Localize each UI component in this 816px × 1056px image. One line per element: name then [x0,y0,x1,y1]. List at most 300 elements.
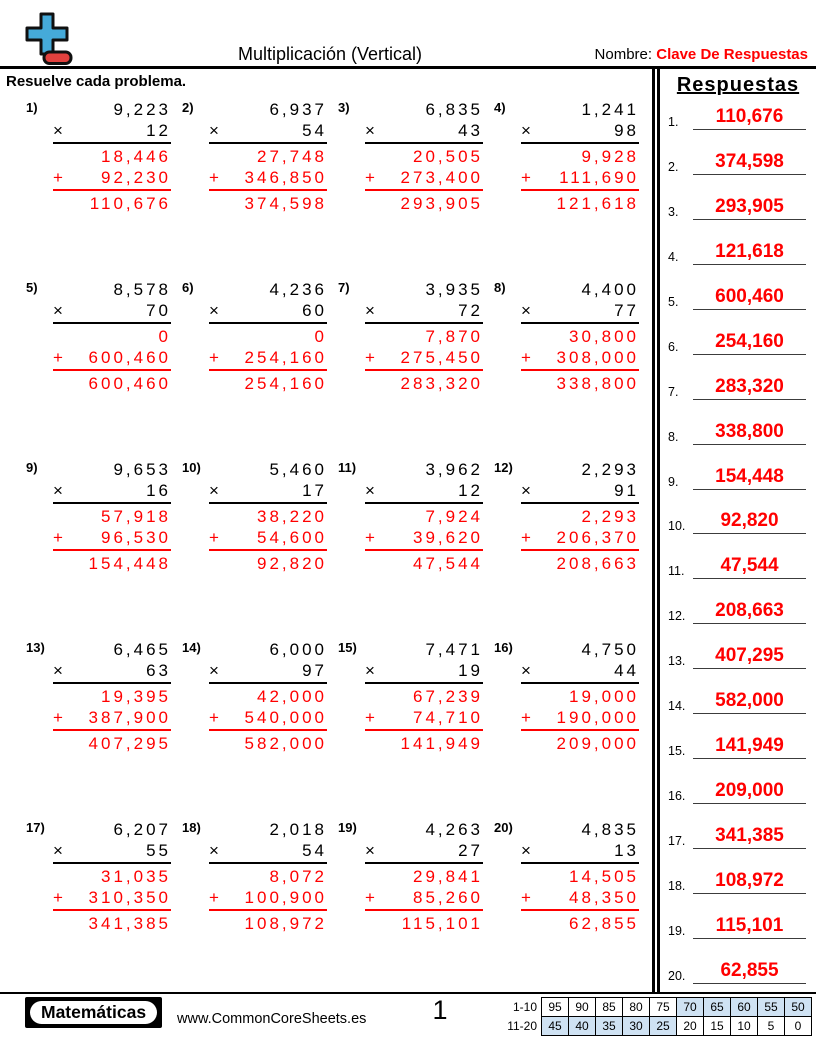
answer-number: 16. [668,789,686,804]
problem-work [521,819,639,934]
answer-number: 8. [668,429,679,444]
answer-row [668,781,806,804]
answer-value: 254,160 [693,332,806,355]
partial-product-1: 19,395 [101,687,171,706]
answer-number: 4. [668,249,679,264]
answer-value: 374,598 [693,152,806,175]
problem-answer: 254,160 [244,374,327,393]
problem-answer: 582,000 [244,734,327,753]
partial-product-2-row [365,887,483,911]
answers-title: Respuestas [676,74,800,96]
partial-product-1: 19,000 [569,687,639,706]
partial-product-2-row [365,167,483,191]
partial-product-1: 67,239 [413,687,483,706]
worksheet-title: Multiplicación (Vertical) [237,44,423,64]
partial-product-1: 31,035 [101,867,171,886]
answer-row [668,287,806,310]
times-icon: × [53,481,63,500]
grading-score-cell: 40 [569,1017,596,1036]
partial-product-1: 7,924 [425,507,483,526]
problem-work [53,819,171,934]
problem [338,279,494,399]
problem-answer: 338,800 [556,374,639,393]
multiplier-row [521,840,639,864]
problem [26,819,182,939]
partial-product-1: 30,800 [569,327,639,346]
multiplicand: 3,935 [425,280,483,299]
grading-score-cell: 15 [704,1017,731,1036]
multiplier-row [209,300,327,324]
multiplicand: 6,937 [269,100,327,119]
partial-product-2-row [53,167,171,191]
plus-icon: + [365,528,375,547]
problem-number: 2) [182,100,194,115]
problem [494,459,650,579]
answer-number: 15. [668,744,686,759]
answer-row [668,556,806,579]
multiplier: 19 [458,661,483,680]
multiplicand: 8,578 [113,280,171,299]
grading-table-row [506,998,811,1017]
problem-number: 6) [182,280,194,295]
multiplier-row [521,300,639,324]
partial-product-2-row [209,347,327,371]
problem-answer: 154,448 [88,554,171,573]
partial-product-2: 346,850 [244,168,327,187]
grading-score-cell: 20 [677,1017,704,1036]
problem-work [209,639,327,754]
multiplier-row [365,480,483,504]
grading-score-cell: 90 [569,998,596,1017]
partial-product-2: 254,160 [244,348,327,367]
partial-product-2: 387,900 [88,708,171,727]
plus-icon: + [521,888,531,907]
partial-product-2: 206,370 [556,528,639,547]
times-icon: × [365,841,375,860]
problem [182,459,338,579]
brand-logo [25,997,162,1028]
grading-table-row [506,1017,811,1036]
problem-answer: 47,544 [413,554,483,573]
partial-product-1: 0 [158,327,171,346]
multiplicand: 4,750 [581,640,639,659]
partial-product-2: 54,600 [257,528,327,547]
times-icon: × [365,301,375,320]
multiplicand: 6,000 [269,640,327,659]
answer-value: 293,905 [693,197,806,220]
grading-score-cell: 5 [758,1017,785,1036]
footer [0,994,816,1056]
multiplier-row [521,120,639,144]
plus-icon: + [53,348,63,367]
problem-answer: 341,385 [88,914,171,933]
partial-product-2: 275,450 [400,348,483,367]
partial-product-1: 2,293 [581,507,639,526]
problem-work [521,279,639,394]
multiplier-row [53,300,171,324]
multiplicand: 7,471 [425,640,483,659]
problem-work [209,279,327,394]
problem-number: 11) [338,460,357,475]
multiplier: 60 [302,301,327,320]
answer-number: 13. [668,654,686,669]
answer-value: 407,295 [693,646,806,669]
multiplicand: 6,465 [113,640,171,659]
answer-value: 141,949 [693,736,806,759]
plus-icon: + [521,528,531,547]
multiplier-row [365,300,483,324]
multiplicand: 4,400 [581,280,639,299]
problems-area [0,69,652,992]
multiplier-row [365,840,483,864]
answer-row [668,422,806,445]
multiplicand: 3,962 [425,460,483,479]
problem-number: 4) [494,100,506,115]
plus-icon: + [521,348,531,367]
grading-score-cell: 80 [623,998,650,1017]
partial-product-2-row [209,887,327,911]
problem-work [53,99,171,214]
partial-product-2: 111,690 [559,168,639,187]
times-icon: × [209,661,219,680]
problem [338,99,494,219]
problem-work [53,639,171,754]
multiplier: 72 [458,301,483,320]
answers-list [668,107,806,984]
plus-icon: + [521,168,531,187]
problem-answer: 141,949 [400,734,483,753]
answer-value: 208,663 [693,601,806,624]
problem-number: 13) [26,640,45,655]
problem-number: 3) [338,100,350,115]
partial-product-2: 74,710 [413,708,483,727]
answer-number: 3. [668,204,679,219]
instruction-text: Resuelve cada problema. [6,73,187,90]
answer-value: 582,000 [693,691,806,714]
multiplier: 54 [302,841,327,860]
answer-value: 62,855 [693,961,806,984]
multiplicand: 9,653 [113,460,171,479]
answer-row [668,916,806,939]
grading-score-cell: 35 [596,1017,623,1036]
answer-row [668,242,806,265]
multiplier: 16 [146,481,171,500]
partial-product-2-row [365,707,483,731]
partial-product-1: 42,000 [257,687,327,706]
answer-value: 341,385 [693,826,806,849]
problem [26,279,182,399]
multiplicand: 6,207 [113,820,171,839]
plus-icon: + [209,528,219,547]
multiplier-row [521,480,639,504]
multiplier-row [209,840,327,864]
problem-number: 8) [494,280,506,295]
problem-answer: 600,460 [88,374,171,393]
multiplier-row [521,660,639,684]
name-value: Clave De Respuestas [656,46,808,63]
problem [182,99,338,219]
partial-product-1: 0 [314,327,327,346]
partial-product-2-row [521,887,639,911]
plus-icon: + [209,348,219,367]
times-icon: × [521,481,531,500]
multiplier: 27 [458,841,483,860]
problem-work [365,99,483,214]
partial-product-2-row [53,347,171,371]
problem-answer: 208,663 [556,554,639,573]
multiplicand: 4,835 [581,820,639,839]
multiplier: 97 [302,661,327,680]
answer-row [668,961,806,984]
partial-product-2-row [53,887,171,911]
answer-row [668,377,806,400]
grading-score-cell: 10 [731,1017,758,1036]
problem [338,639,494,759]
problem-work [521,99,639,214]
grading-range-label: 1-10 [512,999,537,1014]
problem-answer: 92,820 [257,554,327,573]
name-label: Nombre: [594,46,653,63]
multiplier: 12 [458,481,483,500]
problem [494,819,650,939]
answer-number: 5. [668,294,679,309]
partial-product-2-row [521,527,639,551]
partial-product-2: 190,000 [556,708,639,727]
answer-value: 110,676 [693,107,806,130]
multiplier: 63 [146,661,171,680]
answer-row [668,467,806,490]
grading-range-label: 11-20 [507,1018,537,1033]
partial-product-2: 540,000 [244,708,327,727]
plus-icon: + [365,888,375,907]
times-icon: × [53,301,63,320]
partial-product-1: 38,220 [257,507,327,526]
partial-product-2-row [365,527,483,551]
multiplicand: 2,018 [269,820,327,839]
problem-work [521,639,639,754]
plus-icon: + [521,708,531,727]
partial-product-2: 48,350 [569,888,639,907]
problem [26,459,182,579]
answer-row [668,601,806,624]
multiplier-row [53,660,171,684]
multiplier: 43 [458,121,483,140]
problem-answer: 283,320 [400,374,483,393]
multiplier-row [53,480,171,504]
answers-sidebar [652,69,816,992]
answer-number: 19. [668,923,686,938]
multiplier: 98 [614,121,639,140]
problem-work [365,279,483,394]
grading-score-cell: 85 [596,998,623,1017]
partial-product-2-row [209,707,327,731]
multiplicand: 1,241 [581,100,639,119]
answer-row [668,646,806,669]
multiplicand: 4,236 [269,280,327,299]
times-icon: × [521,661,531,680]
answer-row [668,107,806,130]
grading-score-cell: 30 [623,1017,650,1036]
answer-number: 7. [668,384,679,399]
answer-value: 115,101 [693,916,806,939]
partial-product-1: 14,505 [569,867,639,886]
problem-work [365,819,483,934]
problem-number: 15) [338,640,357,655]
problem-number: 19) [338,820,357,835]
answer-row [668,736,806,759]
times-icon: × [521,121,531,140]
problem [494,99,650,219]
problem-number: 1) [26,100,38,115]
problem [182,819,338,939]
grading-table [506,997,812,1036]
partial-product-2: 39,620 [413,528,483,547]
partial-product-2: 85,260 [413,888,483,907]
answer-value: 338,800 [693,422,806,445]
grading-score-cell: 65 [704,998,731,1017]
multiplier: 77 [614,301,639,320]
answer-number: 14. [668,699,686,714]
partial-product-2: 308,000 [556,348,639,367]
plus-icon: + [365,168,375,187]
problem-number: 16) [494,640,513,655]
plus-icon: + [53,888,63,907]
answer-number: 18. [668,878,686,893]
multiplier: 13 [614,841,639,860]
answer-value: 108,972 [693,871,806,894]
answer-number: 17. [668,834,686,848]
answer-value: 121,618 [693,242,806,265]
problem-answer: 407,295 [88,734,171,753]
times-icon: × [365,121,375,140]
answer-number: 12. [668,609,686,624]
multiplicand: 6,835 [425,100,483,119]
answer-row [668,511,806,534]
problem [338,819,494,939]
answer-row [668,152,806,175]
multiplicand: 5,460 [269,460,327,479]
multiplier: 12 [146,121,171,140]
problem-work [209,459,327,574]
problem-answer: 374,598 [244,194,327,213]
times-icon: × [209,841,219,860]
problem [338,459,494,579]
partial-product-1: 8,072 [269,867,327,886]
partial-product-1: 20,505 [413,147,483,166]
partial-product-2-row [521,167,639,191]
times-icon: × [209,121,219,140]
partial-product-2: 600,460 [88,348,171,367]
answer-row [668,826,806,849]
problem [26,99,182,219]
partial-product-2: 310,350 [88,888,171,907]
problem-answer: 108,972 [244,914,327,933]
problem [26,639,182,759]
partial-product-2-row [53,707,171,731]
partial-product-2-row [209,527,327,551]
plus-icon: + [53,708,63,727]
problem-work [365,459,483,574]
problem-work [53,459,171,574]
grading-score-cell: 45 [542,1017,569,1036]
grading-score-cell: 25 [650,1017,677,1036]
answer-number: 2. [668,159,679,174]
answer-number: 9. [668,474,679,489]
plus-icon: + [53,168,63,187]
answer-value: 47,544 [693,556,806,579]
problem-number: 9) [26,460,38,475]
problem-work [209,819,327,934]
multiplier-row [209,660,327,684]
answer-value: 600,460 [693,287,806,310]
partial-product-1: 7,870 [425,327,483,346]
partial-product-2: 92,230 [101,168,171,187]
problem-answer: 110,676 [89,194,171,213]
grading-score-cell: 0 [785,1017,812,1036]
times-icon: × [53,661,63,680]
plus-icon: + [53,528,63,547]
problem-answer: 293,905 [400,194,483,213]
problem-number: 17) [26,820,45,835]
multiplier-row [365,660,483,684]
page-number: 1 [432,995,448,1025]
answer-row [668,871,806,894]
partial-product-2-row [209,167,327,191]
problem-number: 14) [182,640,201,655]
problem-number: 5) [26,280,38,295]
answer-value: 154,448 [693,467,806,490]
partial-product-2-row [521,707,639,731]
times-icon: × [521,841,531,860]
partial-product-2: 96,530 [101,528,171,547]
multiplier: 70 [146,301,171,320]
partial-product-2-row [521,347,639,371]
answer-number: 6. [668,339,679,354]
problem-number: 20) [494,820,513,835]
answer-number: 20. [668,968,686,983]
partial-product-2: 273,400 [400,168,483,187]
answer-number: 1. [668,115,679,129]
name-block [595,46,808,63]
grading-score-cell: 55 [758,998,785,1017]
multiplier-row [53,120,171,144]
multiplicand: 9,223 [113,100,171,119]
times-icon: × [53,841,63,860]
problem [494,639,650,759]
grading-score-cell: 50 [785,998,812,1017]
multiplier-row [209,120,327,144]
problem-work [365,639,483,754]
problem [494,279,650,399]
problem-number: 7) [338,280,350,295]
brand-name: Matemáticas [30,1001,157,1024]
plus-icon: + [209,888,219,907]
partial-product-1: 9,928 [581,147,639,166]
plus-icon: + [209,168,219,187]
plus-icon: + [209,708,219,727]
plus-icon: + [365,348,375,367]
multiplier: 44 [614,661,639,680]
grading-score-cell: 60 [731,998,758,1017]
times-icon: × [521,301,531,320]
answer-number: 10. [668,519,686,534]
answer-value: 283,320 [693,377,806,400]
problem-answer: 209,000 [556,734,639,753]
times-icon: × [365,481,375,500]
answer-row [668,197,806,220]
times-icon: × [53,121,63,140]
grading-score-cell: 75 [650,998,677,1017]
